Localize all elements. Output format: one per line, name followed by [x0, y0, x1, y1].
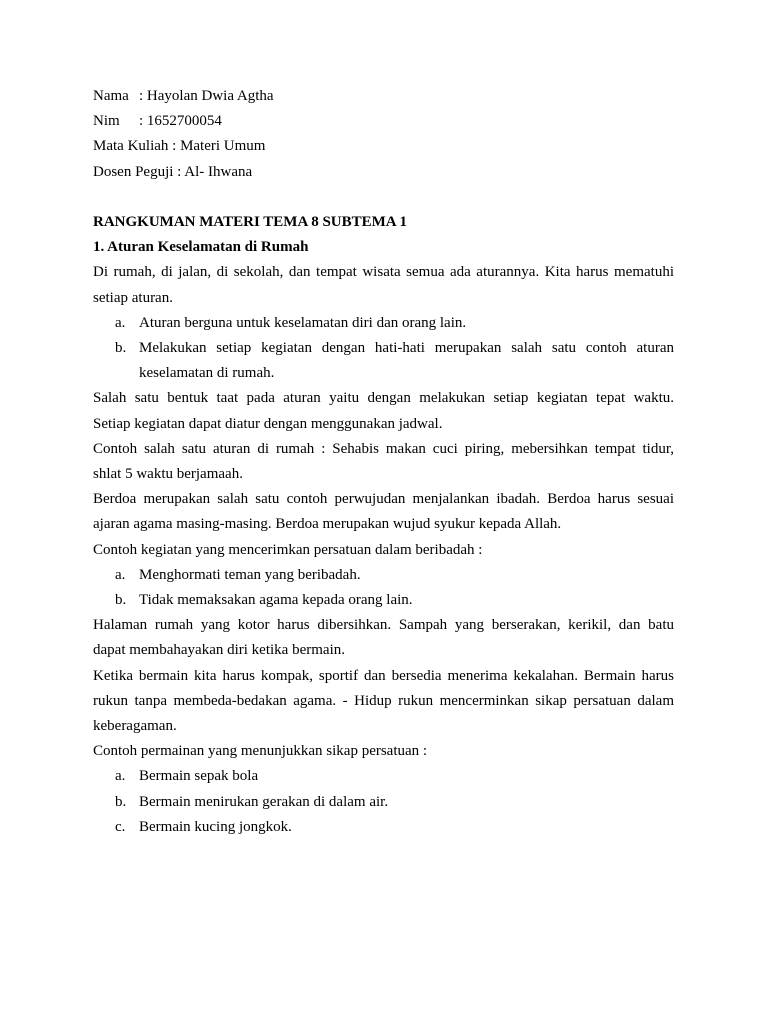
list-marker: b.: [115, 592, 127, 609]
list-marker: c.: [115, 818, 126, 835]
paragraph-7-line-1: Ketika bermain kita harus kompak, sportif dan bersedia menerima kekalahan. Bermain harus: [93, 667, 674, 684]
paragraph-6-line-2: dapat membahayakan diri ketika bermain.: [93, 642, 345, 659]
list-marker: b.: [115, 793, 127, 810]
nim-label: Nim: [93, 113, 120, 130]
paragraph-3-line-2: shlat 5 waktu berjamaah.: [93, 466, 243, 483]
paragraph-2-line-1: Salah satu bentuk taat pada aturan yaitu dengan melakukan setiap kegiatan tepat waktu.: [93, 390, 674, 407]
paragraph-7: [93, 664, 674, 740]
paragraph-4: [93, 487, 674, 537]
paragraph-7-line-2: rukun tanpa membeda-bedakan agama. - Hidup rukun mencerminkan sikap persatuan dalam: [93, 692, 674, 709]
list-marker: b.: [115, 340, 127, 357]
paragraph-6-line-1: Halaman rumah yang kotor harus dibersihkan. Sampah yang berserakan, kerikil, dan batu: [93, 617, 674, 634]
list-item: [93, 790, 674, 815]
list-item-text: Tidak memaksakan agama kepada orang lain.: [139, 592, 413, 609]
list-item-text: Bermain kucing jongkok.: [139, 818, 292, 835]
paragraph-8: Contoh permainan yang menunjukkan sikap persatuan :: [93, 743, 428, 760]
list-item: [93, 311, 674, 336]
list-item-text: Bermain sepak bola: [139, 768, 259, 785]
paragraph-4-line-1: Berdoa merupakan salah satu contoh perwujudan menjalankan ibadah. Berdoa harus sesuai: [93, 491, 674, 508]
header-dosen: Dosen Peguji : Al- Ihwana: [93, 163, 253, 180]
header-mata-kuliah: Mata Kuliah : Materi Umum: [93, 138, 266, 155]
paragraph-7-line-3: keberagaman.: [93, 718, 177, 735]
paragraph-4-line-2: ajaran agama masing-masing. Berdoa merupakan wujud syukur kepada Allah.: [93, 516, 562, 533]
list-item: [93, 588, 674, 613]
list-item-text-line-1: Melakukan setiap kegiatan dengan hati-hati merupakan salah satu contoh aturan: [139, 340, 674, 357]
document-content: [93, 84, 674, 840]
paragraph-3-line-1: Contoh salah satu aturan di rumah : Sehabis makan cuci piring, mebersihkan tempat tidur,: [93, 440, 674, 457]
rules-list: [93, 311, 674, 387]
paragraph-3: [93, 437, 674, 487]
paragraph-5: Contoh kegiatan yang mencerimkan persatuan dalam beribadah :: [93, 541, 483, 558]
list-item: [93, 764, 674, 789]
header-nim: [93, 109, 674, 134]
paragraph-1: [93, 260, 674, 310]
worship-list: [93, 563, 674, 613]
list-item: [93, 815, 674, 840]
nama-value: : Hayolan Dwia Agtha: [139, 88, 274, 104]
paragraph-2-line-2: Setiap kegiatan dapat diatur dengan menggunakan jadwal.: [93, 415, 443, 432]
paragraph-1-line-2: setiap aturan.: [93, 289, 173, 306]
list-item-text: Menghormati teman yang beribadah.: [139, 566, 361, 583]
section-heading: 1. Aturan Keselamatan di Rumah: [93, 239, 309, 256]
list-item-text: Bermain menirukan gerakan di dalam air.: [139, 793, 389, 810]
spacer: [93, 185, 674, 210]
list-item: [93, 336, 674, 386]
list-marker: a.: [115, 314, 126, 331]
document-title: RANGKUMAN MATERI TEMA 8 SUBTEMA 1: [93, 214, 408, 230]
list-item-text: Aturan berguna untuk keselamatan diri dan orang lain.: [139, 314, 467, 331]
paragraph-1-line-1: Di rumah, di jalan, di sekolah, dan tempat wisata semua ada aturannya. Kita harus mematuhi: [93, 264, 674, 281]
list-marker: a.: [115, 768, 126, 785]
list-item: [93, 563, 674, 588]
paragraph-2: [93, 386, 674, 436]
paragraph-6: [93, 613, 674, 663]
nim-value: : 1652700054: [139, 113, 222, 130]
list-item-text-line-2: keselamatan di rumah.: [139, 365, 275, 382]
games-list: [93, 764, 674, 840]
nama-label: Nama: [93, 88, 129, 104]
list-marker: a.: [115, 566, 126, 583]
header-nama: [93, 84, 674, 109]
